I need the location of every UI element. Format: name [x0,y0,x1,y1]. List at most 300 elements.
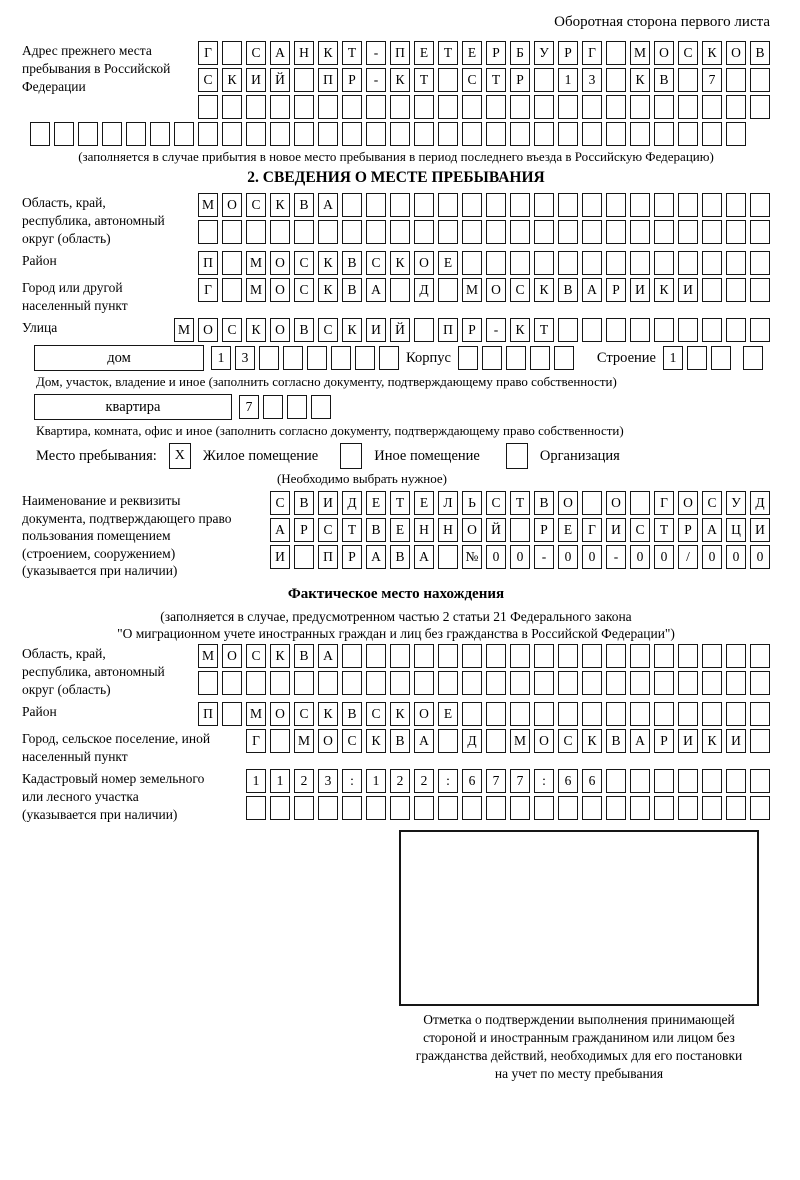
char-cell[interactable] [510,702,530,726]
char-cell[interactable] [726,251,746,275]
char-cell[interactable] [486,122,506,146]
char-cell[interactable] [198,122,218,146]
char-cell[interactable]: М [510,729,530,753]
char-cell[interactable]: О [534,729,554,753]
char-cell[interactable] [678,702,698,726]
char-cell[interactable]: А [366,545,386,569]
char-cell[interactable] [630,95,650,119]
char-cell[interactable] [750,318,770,342]
char-cell[interactable] [654,251,674,275]
char-cell[interactable]: 1 [558,68,578,92]
char-cell[interactable]: С [246,193,266,217]
char-cell[interactable]: В [342,278,362,302]
char-cell[interactable] [54,122,74,146]
char-cell[interactable] [486,671,506,695]
char-cell[interactable] [366,671,386,695]
char-cell[interactable]: К [318,702,338,726]
char-cell[interactable] [78,122,98,146]
char-cell[interactable]: В [654,68,674,92]
char-cell[interactable]: Б [510,41,530,65]
char-cell[interactable] [342,122,362,146]
char-cell[interactable] [678,251,698,275]
char-cell[interactable] [654,702,674,726]
char-cell[interactable] [534,220,554,244]
char-cell[interactable]: Е [438,251,458,275]
char-cell[interactable]: О [414,251,434,275]
char-cell[interactable]: 0 [750,545,770,569]
char-cell[interactable] [318,671,338,695]
char-cell[interactable]: - [366,41,386,65]
char-cell[interactable] [438,122,458,146]
char-cell[interactable]: С [318,518,338,542]
char-cell[interactable]: О [462,518,482,542]
char-cell[interactable]: В [366,518,386,542]
char-cell[interactable] [534,251,554,275]
char-cell[interactable] [510,122,530,146]
char-cell[interactable] [726,68,746,92]
char-cell[interactable] [726,671,746,695]
char-cell[interactable]: Н [414,518,434,542]
char-cell[interactable] [366,796,386,820]
char-cell[interactable] [438,278,458,302]
char-cell[interactable] [486,644,506,668]
char-cell[interactable]: Е [414,491,434,515]
char-cell[interactable]: К [534,278,554,302]
char-cell[interactable] [390,220,410,244]
char-cell[interactable]: 0 [582,545,602,569]
char-cell[interactable] [678,671,698,695]
char-cell[interactable]: Т [654,518,674,542]
char-cell[interactable] [283,346,303,370]
char-cell[interactable]: Д [342,491,362,515]
char-cell[interactable] [726,122,746,146]
char-cell[interactable]: М [198,193,218,217]
char-cell[interactable]: Л [438,491,458,515]
char-cell[interactable]: 0 [510,545,530,569]
char-cell[interactable] [438,220,458,244]
char-cell[interactable] [246,122,266,146]
char-cell[interactable]: Р [462,318,482,342]
char-cell[interactable] [582,122,602,146]
char-cell[interactable] [366,95,386,119]
char-cell[interactable]: К [390,702,410,726]
char-cell[interactable]: / [678,545,698,569]
char-cell[interactable]: Г [582,41,602,65]
char-cell[interactable]: А [702,518,722,542]
char-cell[interactable]: Д [414,278,434,302]
char-cell[interactable] [222,41,242,65]
char-cell[interactable] [390,644,410,668]
char-cell[interactable] [654,644,674,668]
char-cell[interactable] [390,796,410,820]
char-cell[interactable] [678,318,698,342]
char-cell[interactable]: С [246,644,266,668]
char-cell[interactable]: О [222,644,242,668]
char-cell[interactable] [702,671,722,695]
char-cell[interactable]: М [462,278,482,302]
char-cell[interactable]: Т [534,318,554,342]
char-cell[interactable] [606,318,626,342]
char-cell[interactable]: С [318,318,338,342]
char-cell[interactable]: 3 [582,68,602,92]
char-cell[interactable]: В [606,729,626,753]
char-cell[interactable]: И [678,278,698,302]
char-cell[interactable]: И [750,518,770,542]
char-cell[interactable]: С [462,68,482,92]
char-cell[interactable]: Е [462,41,482,65]
char-cell[interactable] [150,122,170,146]
char-cell[interactable] [678,644,698,668]
char-cell[interactable] [750,251,770,275]
char-cell[interactable]: С [342,729,362,753]
char-cell[interactable]: Г [582,518,602,542]
char-cell[interactable] [294,796,314,820]
char-cell[interactable] [702,769,722,793]
char-cell[interactable] [558,644,578,668]
char-cell[interactable] [750,95,770,119]
char-cell[interactable] [630,193,650,217]
char-cell[interactable]: 3 [318,769,338,793]
char-cell[interactable] [750,278,770,302]
char-cell[interactable]: Е [558,518,578,542]
char-cell[interactable]: 0 [726,545,746,569]
char-cell[interactable]: П [438,318,458,342]
char-cell[interactable]: М [198,644,218,668]
char-cell[interactable] [366,122,386,146]
char-cell[interactable]: К [342,318,362,342]
char-cell[interactable] [438,796,458,820]
char-cell[interactable] [355,346,375,370]
char-cell[interactable] [462,193,482,217]
char-cell[interactable] [630,644,650,668]
char-cell[interactable] [174,122,194,146]
char-cell[interactable]: О [318,729,338,753]
char-cell[interactable]: К [318,41,338,65]
char-cell[interactable] [222,122,242,146]
char-cell[interactable]: Й [486,518,506,542]
char-cell[interactable] [222,702,242,726]
char-cell[interactable] [678,220,698,244]
char-cell[interactable] [414,644,434,668]
char-cell[interactable] [702,251,722,275]
char-cell[interactable]: К [270,644,290,668]
char-cell[interactable] [630,220,650,244]
char-cell[interactable]: И [630,278,650,302]
char-cell[interactable] [743,346,763,370]
char-cell[interactable]: Й [390,318,410,342]
char-cell[interactable] [486,251,506,275]
char-cell[interactable]: В [342,702,362,726]
char-cell[interactable]: О [270,278,290,302]
char-cell[interactable]: М [630,41,650,65]
char-cell[interactable] [750,729,770,753]
char-cell[interactable] [414,220,434,244]
char-cell[interactable] [534,122,554,146]
char-cell[interactable] [582,491,602,515]
char-cell[interactable] [198,220,218,244]
char-cell[interactable] [606,671,626,695]
char-cell[interactable]: В [534,491,554,515]
char-cell[interactable] [558,220,578,244]
char-cell[interactable] [462,220,482,244]
char-cell[interactable]: К [366,729,386,753]
char-cell[interactable] [726,318,746,342]
char-cell[interactable]: 0 [702,545,722,569]
char-cell[interactable] [558,796,578,820]
char-cell[interactable] [558,702,578,726]
char-cell[interactable] [750,220,770,244]
char-cell[interactable]: 3 [235,346,255,370]
char-cell[interactable] [342,193,362,217]
char-cell[interactable] [702,193,722,217]
char-cell[interactable] [246,671,266,695]
char-cell[interactable]: Т [438,41,458,65]
char-cell[interactable] [510,644,530,668]
char-cell[interactable]: 0 [630,545,650,569]
char-cell[interactable] [414,193,434,217]
char-cell[interactable] [366,220,386,244]
char-cell[interactable]: - [366,68,386,92]
char-cell[interactable]: 7 [239,395,259,419]
char-cell[interactable]: И [318,491,338,515]
char-cell[interactable]: Е [414,41,434,65]
char-cell[interactable] [750,769,770,793]
char-cell[interactable] [246,95,266,119]
char-cell[interactable] [630,318,650,342]
char-cell[interactable]: С [558,729,578,753]
char-cell[interactable]: К [702,729,722,753]
char-cell[interactable]: : [438,769,458,793]
char-cell[interactable] [331,346,351,370]
char-cell[interactable] [654,671,674,695]
char-cell[interactable]: О [270,702,290,726]
char-cell[interactable] [750,193,770,217]
char-cell[interactable] [582,193,602,217]
char-cell[interactable] [606,193,626,217]
char-cell[interactable] [534,644,554,668]
char-cell[interactable] [486,193,506,217]
char-cell[interactable] [438,95,458,119]
char-cell[interactable]: И [270,545,290,569]
char-cell[interactable]: Р [606,278,626,302]
char-cell[interactable]: 1 [246,769,266,793]
char-cell[interactable] [311,395,331,419]
char-cell[interactable]: С [630,518,650,542]
char-cell[interactable] [606,68,626,92]
char-cell[interactable]: 1 [663,346,683,370]
char-cell[interactable]: В [294,318,314,342]
char-cell[interactable]: 0 [654,545,674,569]
char-cell[interactable] [486,729,506,753]
char-cell[interactable] [294,545,314,569]
char-cell[interactable] [726,220,746,244]
char-cell[interactable]: Р [558,41,578,65]
char-cell[interactable]: 6 [462,769,482,793]
char-cell[interactable] [462,702,482,726]
char-cell[interactable] [630,122,650,146]
char-cell[interactable]: 6 [558,769,578,793]
char-cell[interactable] [510,95,530,119]
char-cell[interactable] [263,395,283,419]
char-cell[interactable] [606,769,626,793]
char-cell[interactable]: А [366,278,386,302]
char-cell[interactable] [702,702,722,726]
char-cell[interactable] [222,95,242,119]
char-cell[interactable] [678,796,698,820]
char-cell[interactable]: 2 [294,769,314,793]
char-cell[interactable]: О [414,702,434,726]
char-cell[interactable] [630,251,650,275]
char-cell[interactable] [294,671,314,695]
char-cell[interactable] [606,220,626,244]
char-cell[interactable] [630,671,650,695]
char-cell[interactable]: А [582,278,602,302]
char-cell[interactable] [390,671,410,695]
char-cell[interactable] [462,671,482,695]
char-cell[interactable]: А [270,41,290,65]
char-cell[interactable] [342,796,362,820]
char-cell[interactable] [270,729,290,753]
char-cell[interactable] [654,220,674,244]
char-cell[interactable] [510,796,530,820]
char-cell[interactable]: Р [654,729,674,753]
char-cell[interactable] [510,518,530,542]
char-cell[interactable]: О [678,491,698,515]
char-cell[interactable]: О [726,41,746,65]
char-cell[interactable]: Д [462,729,482,753]
char-cell[interactable] [687,346,707,370]
char-cell[interactable]: К [390,251,410,275]
char-cell[interactable] [750,796,770,820]
char-cell[interactable] [342,671,362,695]
char-cell[interactable] [414,95,434,119]
char-cell[interactable] [510,671,530,695]
char-cell[interactable] [462,644,482,668]
char-cell[interactable] [654,769,674,793]
char-cell[interactable] [726,193,746,217]
char-cell[interactable]: С [366,702,386,726]
char-cell[interactable] [379,346,399,370]
char-cell[interactable]: П [198,251,218,275]
char-cell[interactable] [702,318,722,342]
char-cell[interactable] [294,95,314,119]
char-cell[interactable] [390,95,410,119]
char-cell[interactable]: Г [246,729,266,753]
char-cell[interactable] [702,122,722,146]
char-cell[interactable] [510,251,530,275]
char-cell[interactable] [726,95,746,119]
char-cell[interactable]: С [294,251,314,275]
char-cell[interactable] [654,318,674,342]
char-cell[interactable] [534,68,554,92]
char-cell[interactable]: К [510,318,530,342]
char-cell[interactable]: В [390,729,410,753]
char-cell[interactable]: О [654,41,674,65]
char-cell[interactable]: О [486,278,506,302]
char-cell[interactable]: О [222,193,242,217]
char-cell[interactable]: 1 [366,769,386,793]
char-cell[interactable] [654,796,674,820]
char-cell[interactable] [287,395,307,419]
char-cell[interactable] [259,346,279,370]
char-cell[interactable] [222,251,242,275]
char-cell[interactable] [630,702,650,726]
char-cell[interactable] [390,278,410,302]
char-cell[interactable] [246,220,266,244]
char-cell[interactable] [102,122,122,146]
char-cell[interactable] [462,796,482,820]
char-cell[interactable] [606,95,626,119]
char-cell[interactable] [726,278,746,302]
char-cell[interactable] [438,729,458,753]
char-cell[interactable] [342,220,362,244]
char-cell[interactable]: О [270,251,290,275]
char-cell[interactable] [486,95,506,119]
char-cell[interactable] [750,671,770,695]
char-cell[interactable] [510,220,530,244]
char-cell[interactable]: А [414,545,434,569]
char-cell[interactable] [630,796,650,820]
char-cell[interactable]: П [318,68,338,92]
organization-checkbox[interactable] [506,443,528,469]
char-cell[interactable] [606,796,626,820]
char-cell[interactable]: С [270,491,290,515]
char-cell[interactable]: В [390,545,410,569]
char-cell[interactable] [318,220,338,244]
char-cell[interactable] [438,193,458,217]
char-cell[interactable] [534,193,554,217]
char-cell[interactable] [630,491,650,515]
char-cell[interactable] [530,346,550,370]
char-cell[interactable] [342,95,362,119]
char-cell[interactable]: И [366,318,386,342]
char-cell[interactable] [270,220,290,244]
char-cell[interactable]: В [294,193,314,217]
char-cell[interactable] [198,671,218,695]
char-cell[interactable]: В [342,251,362,275]
char-cell[interactable] [606,122,626,146]
char-cell[interactable]: Т [390,491,410,515]
char-cell[interactable]: 7 [702,68,722,92]
char-cell[interactable]: Р [534,518,554,542]
char-cell[interactable]: 1 [211,346,231,370]
char-cell[interactable] [702,95,722,119]
char-cell[interactable]: А [270,518,290,542]
char-cell[interactable]: И [606,518,626,542]
char-cell[interactable]: Н [438,518,458,542]
char-cell[interactable]: О [198,318,218,342]
char-cell[interactable] [558,122,578,146]
char-cell[interactable]: П [390,41,410,65]
char-cell[interactable]: К [318,278,338,302]
char-cell[interactable]: 7 [510,769,530,793]
char-cell[interactable] [726,702,746,726]
char-cell[interactable] [294,68,314,92]
char-cell[interactable]: Р [294,518,314,542]
char-cell[interactable] [534,702,554,726]
char-cell[interactable]: Д [750,491,770,515]
char-cell[interactable]: И [246,68,266,92]
char-cell[interactable]: 6 [582,769,602,793]
char-cell[interactable]: К [318,251,338,275]
char-cell[interactable]: В [750,41,770,65]
char-cell[interactable]: Т [510,491,530,515]
char-cell[interactable] [750,644,770,668]
char-cell[interactable]: К [246,318,266,342]
char-cell[interactable] [558,318,578,342]
char-cell[interactable] [711,346,731,370]
char-cell[interactable]: И [678,729,698,753]
